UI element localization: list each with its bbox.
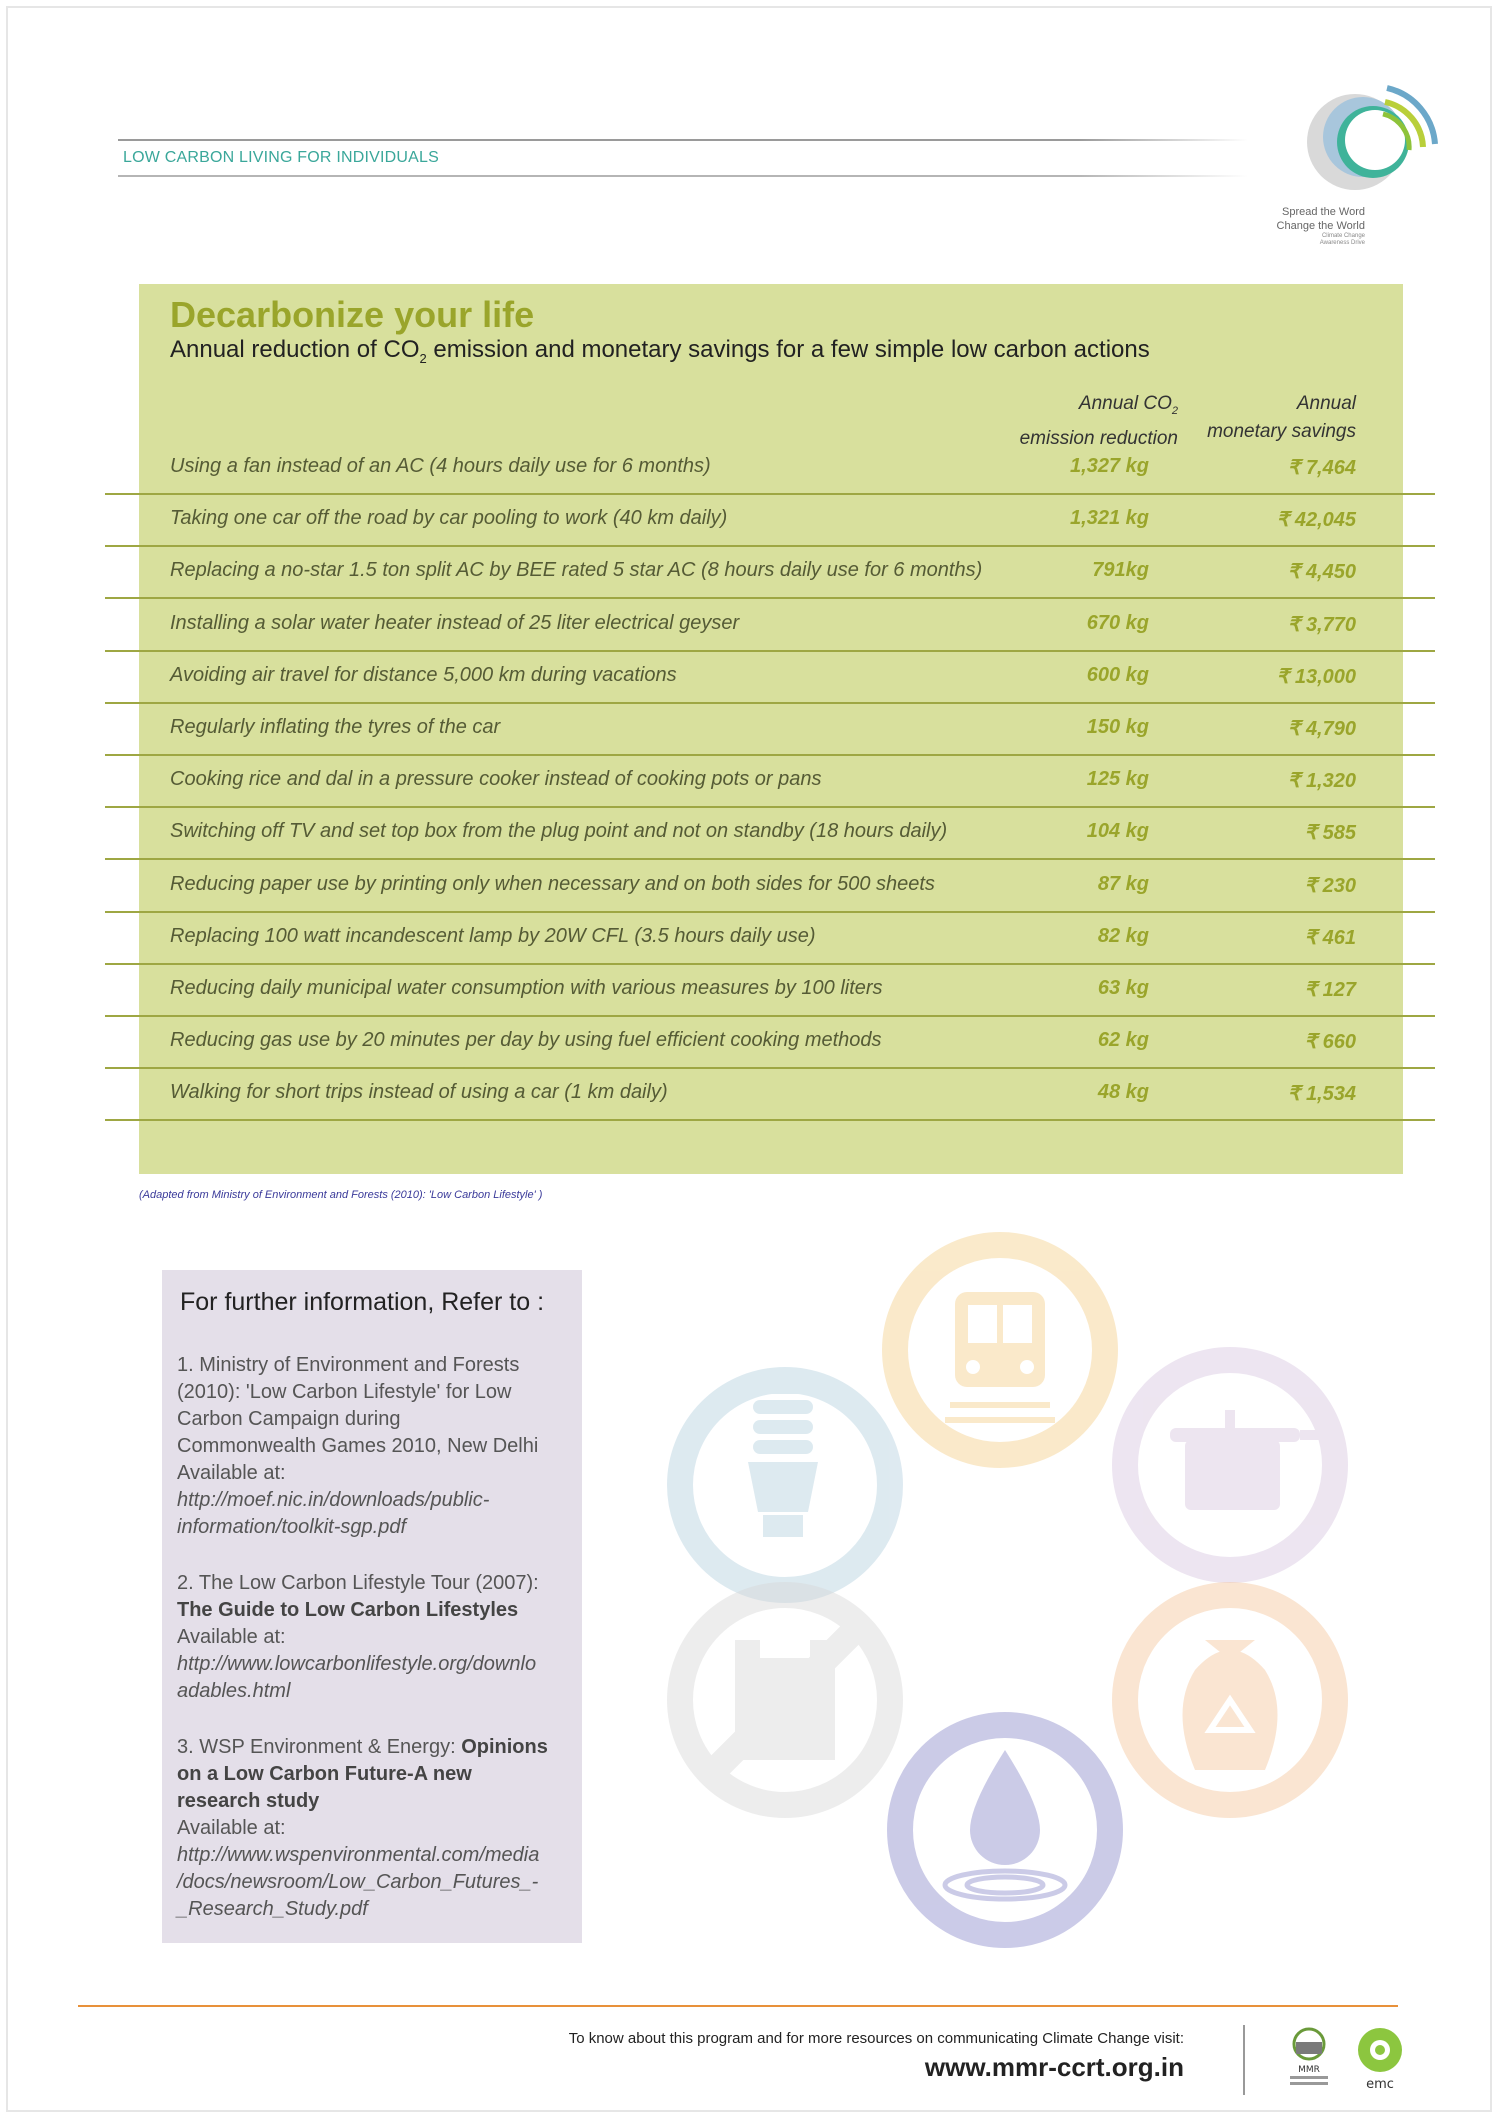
savings-value: ₹ 660: [1304, 1031, 1356, 1053]
co2-value: 48 kg: [1097, 1081, 1149, 1103]
action-label: Reducing gas use by 20 minutes per day by using fuel efficient cooking methods: [170, 1029, 882, 1051]
savings-value: ₹ 127: [1304, 979, 1356, 1001]
action-label: Reducing daily municipal water consumption with various measures by 100 liters: [170, 977, 883, 999]
table-row: [170, 495, 1360, 547]
action-label: Installing a solar water heater instead of 25 liter electrical geyser: [170, 612, 740, 634]
co2-value: 62 kg: [1097, 1029, 1149, 1051]
action-label: Cooking rice and dal in a pressure cooker instead of cooking pots or pans: [170, 768, 822, 790]
action-label: Using a fan instead of an AC (4 hours daily use for 6 months): [170, 455, 711, 477]
footer-text: To know about this program and for more resources on communicating Climate Change visit:: [568, 2030, 1184, 2047]
co2-value: 791kg: [1092, 559, 1149, 581]
mmr-logo: [1284, 2024, 1334, 2094]
no-plastic-bag-icon: [680, 1595, 890, 1805]
action-label: Reducing paper use by printing only when necessary and on both sides for 500 sheets: [170, 873, 935, 895]
savings-value: ₹ 230: [1304, 875, 1356, 897]
savings-value: ₹ 13,000: [1276, 666, 1356, 688]
co2-value: 125 kg: [1086, 768, 1149, 790]
reference-2: 2. The Low Carbon Lifestyle Tour (2007): The Guide to Low Carbon Lifestyles Available at: http://www.lowcarbonlifestyle.org/downlo adables.html: [177, 1572, 539, 1702]
further-info-heading: For further information, Refer to :: [180, 1288, 545, 1316]
reference-1-link-cont[interactable]: information/toolkit-sgp.pdf: [177, 1516, 407, 1538]
table-row: [170, 1017, 1360, 1069]
reference-1-link[interactable]: http://moef.nic.in/downloads/public-: [177, 1489, 490, 1511]
reference-3-link[interactable]: http://www.wspenvironmental.com/media: [177, 1844, 540, 1866]
reference-2-link-cont[interactable]: adables.html: [177, 1680, 291, 1702]
pressure-cooker-icon: [1125, 1360, 1340, 1570]
campaign-logo: [1285, 62, 1445, 192]
table-row: [170, 547, 1360, 599]
svg-text:MMR: MMR: [1298, 2065, 1320, 2075]
co2-value: 104 kg: [1086, 820, 1149, 842]
table-row: [170, 443, 1360, 495]
header-rule-top: [118, 139, 1248, 141]
savings-value: ₹ 1,534: [1287, 1083, 1356, 1105]
water-drop-icon: [900, 1725, 1110, 1935]
reference-1: 1. Ministry of Environment and Forests (2010): 'Low Carbon Lifestyle' for Low Carbon Campaign during Commonwealth Games 2010, New Delhi Available at: http://moef.nic.in/downloads/public- information/toolkit-sgp.pdf: [177, 1354, 539, 1538]
table-row: [170, 1069, 1360, 1121]
action-label: Walking for short trips instead of using a car (1 km daily): [170, 1081, 668, 1103]
footer-url-link[interactable]: www.mmr-ccrt.org.in: [924, 2052, 1184, 2082]
co2-value: 82 kg: [1097, 925, 1149, 947]
action-label: Avoiding air travel for distance 5,000 km during vacations: [170, 664, 677, 686]
savings-value: ₹ 4,790: [1287, 718, 1356, 740]
co2-value: 63 kg: [1097, 977, 1149, 999]
table-row: [170, 808, 1360, 860]
cfl-bulb-icon: [680, 1380, 890, 1590]
table-row: [170, 652, 1360, 704]
footer-rule: [78, 2005, 1398, 2007]
logo-tagline: Spread the Word Change the World Climate Change Awareness Drive: [1276, 206, 1365, 246]
table-row: [170, 913, 1360, 965]
action-label: Taking one car off the road by car pooling to work (40 km daily): [170, 507, 728, 529]
co2-value: 1,321 kg: [1070, 507, 1149, 529]
savings-value: ₹ 585: [1304, 822, 1356, 844]
action-label: Replacing 100 watt incandescent lamp by 20W CFL (3.5 hours daily use): [170, 925, 816, 947]
savings-value: ₹ 461: [1304, 927, 1356, 949]
savings-value: ₹ 3,770: [1287, 614, 1356, 636]
savings-value: ₹ 7,464: [1287, 457, 1356, 479]
svg-text:emc: emc: [1366, 2077, 1394, 2092]
column-header-savings: Annual monetary savings: [1207, 393, 1356, 442]
section-label: LOW CARBON LIVING FOR INDIVIDUALS: [123, 149, 439, 166]
savings-value: ₹ 42,045: [1276, 509, 1356, 531]
page-subtitle: Annual reduction of $CO_2$ emission and monetary savings for a few simple low carbon actions: [170, 336, 1150, 366]
header-rule-bottom: [118, 175, 1248, 177]
table-row: [170, 704, 1360, 756]
recycle-bag-icon: [1125, 1595, 1335, 1805]
co2-value: 87 kg: [1097, 873, 1149, 895]
co2-value: 600 kg: [1086, 664, 1149, 686]
action-label: Switching off TV and set top box from the plug point and not on standby (18 hours daily): [170, 820, 948, 842]
train-icon: [895, 1245, 1105, 1455]
source-note: (Adapted from Ministry of Environment and Forests (2010): 'Low Carbon Lifestyle' ): [139, 1189, 543, 1201]
lifestyle-icons: [650, 1230, 1370, 1960]
action-label: Replacing a no-star 1.5 ton split AC by BEE rated 5 star AC (8 hours daily use for 6 months): [170, 559, 983, 581]
savings-value: ₹ 4,450: [1287, 561, 1356, 583]
emc-logo: [1350, 2024, 1410, 2094]
co2-value: 150 kg: [1086, 716, 1149, 738]
reference-3: 3. WSP Environment & Energy: Opinions on a Low Carbon Future-A new research study Available at: http://www.wspenvironmental.com/media /docs/newsroom/Low_Carbon_Futures_- _Research_Study.pdf: [177, 1736, 548, 1920]
column-header-co2: Annual $CO_2$ emission reduction: [1019, 393, 1178, 449]
co2-value: 670 kg: [1086, 612, 1149, 634]
reference-3-link-cont[interactable]: /docs/newsroom/Low_Carbon_Futures_-: [177, 1871, 539, 1893]
page-title: Decarbonize your life: [170, 294, 535, 335]
reference-3-link-end[interactable]: _Research_Study.pdf: [177, 1898, 368, 1920]
co2-value: 1,327 kg: [1070, 455, 1149, 477]
action-label: Regularly inflating the tyres of the car: [170, 716, 501, 738]
reference-2-link[interactable]: http://www.lowcarbonlifestyle.org/downlo: [177, 1653, 537, 1675]
savings-value: ₹ 1,320: [1287, 770, 1356, 792]
row-divider: [105, 1119, 1435, 1121]
row-divider: [105, 597, 1435, 599]
table-row: [170, 861, 1360, 913]
row-divider: [105, 858, 1435, 860]
table-row: [170, 756, 1360, 808]
table-row: [170, 600, 1360, 652]
footer-divider: [1243, 2025, 1245, 2095]
table-row: [170, 965, 1360, 1017]
